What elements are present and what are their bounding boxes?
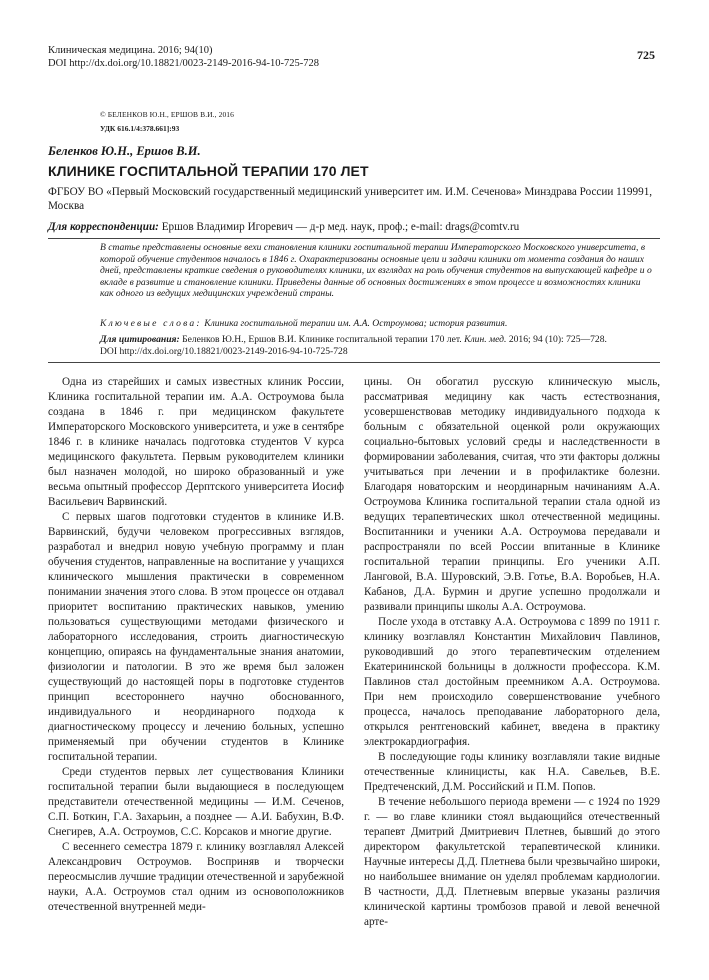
keywords bbox=[100, 318, 656, 329]
body-paragraph: С первых шагов подготовки студентов в клинике И.В. Варвинский, будучи человеком прогрессивных взглядов, разработал и внедрил новую учебную программу и план обучения студентов, направленные на воспитание у учащихся клинического мышления практически в современном понимании значения этого слова. В этом процессе он отдавал приоритет воспитанию практических навыков, умению пользоваться существующими методами физического и лабораторного исследования, строить диагностическую концепцию, опираясь на фундаментальные знания анатомии, физиологии и патологии. В это же время был заложен существующий до настоящей поры в подготовке студентов принцип всестороннего научно обоснованного, индивидуального и неординарного подхода к диагностическому процессу и лечению больных, успешно применяемый при обучении студентов в Клинике госпитальной терапии. bbox=[48, 511, 344, 763]
journal-citation: Клиническая медицина. 2016; 94(10) bbox=[48, 45, 213, 56]
affiliation: ФГБОУ ВО «Первый Московский государственный медицинский университет им. И.М. Сеченова» Минздрава России 119991, Москва bbox=[48, 186, 653, 212]
copyright-line: © БЕЛЕНКОВ Ю.Н., ЕРШОВ В.И., 2016 bbox=[100, 110, 235, 119]
keywords-label: Ключевые слова: bbox=[100, 318, 202, 329]
citation-label: Для цитирования: bbox=[100, 334, 180, 345]
body-column-left bbox=[48, 375, 344, 915]
page-number: 725 bbox=[637, 48, 655, 62]
body-paragraph: цины. Он обогатил русскую клиническую мысль, рассматривая медицину как часть естествознания, усовершенствовав методику индивидуального подхода к больным с обязательной оценкой роли окружающих социально-бытовых условий среды и наследственности в формировании заболевания, считая, что эти факторы должны учитываться при лечении и в профилактике болезни. Благодаря новаторским и неординарным начинаниям А.А. Остроумова Клиника госпитальной терапии стала одной из ведущих терапевтических школ отечественной медицины. Воспитанники и ученики А.А. Остроумова передавали и распространяли по всей России впитанные в Клинике госпитальной терапии принципы. Его ученики А.П. Ланговой, В.А. Шуровский, Э.В. Готье, В.А. Воробьев, Н.А. Кабанов, Д.А. Бурмин и другие успешно продолжали и развивали принципы школы А.А. Остроумова. bbox=[364, 376, 660, 613]
abstract-text: В статье представлены основные вехи становления клиники госпитальной терапии Императорского Московского университета, в которой обучение студентов началось в 1846 г. Охарактеризованы основные цели и задачи клиники от момента создания до наших дней, представлены краткие сведения о руководителях клиники, их взглядах на роль обучения студентов на выпускающей кафедре и о вкладе в развитие и становление клиники. Приведены данные об основных достижениях в этом процессе и возможностях клиники как одного из ведущих медицинских учреждений страны. bbox=[100, 242, 652, 300]
running-header bbox=[48, 44, 319, 70]
abstract bbox=[100, 242, 656, 300]
article-authors: Беленков Ю.Н., Ершов В.И. bbox=[48, 144, 201, 158]
header-doi: DOI http://dx.doi.org/10.18821/0023-2149-2016-94-10-725-728 bbox=[48, 58, 320, 69]
keywords-text: Клиника госпитальной терапии им. А.А. Остроумова; история развития. bbox=[201, 318, 508, 329]
body-column-right bbox=[364, 375, 660, 930]
body-paragraph: Среди студентов первых лет существования Клиники госпитальной терапии были выдающиеся в последующем представители отечественной медицины — И.М. Сеченов, С.П. Боткин, Г.А. Захарьин, а позднее — А.И. Бабухин, В.Ф. Снегирев, А.А. Остроумов, С.С. Корсаков и многие другие. bbox=[48, 766, 344, 838]
correspondence-text: Ершов Владимир Игоревич — д-р мед. наук, проф.; e-mail: drags@comtv.ru bbox=[158, 221, 520, 233]
citation-line bbox=[100, 334, 656, 346]
body-paragraph: С весеннего семестра 1879 г. клинику возглавлял Алексей Александрович Остроумов. Восприняв и творчески переосмыслив лучшие традиции отечественной и зарубежной науки, А.А. Остроумов стал одним из основоположников отечественной внутренней меди- bbox=[48, 841, 344, 913]
citation-journal: Клин. мед. bbox=[464, 334, 507, 345]
body-paragraph: Одна из старейших и самых известных клиник России, Клиника госпитальной терапии им. А.А. Остроумова была создана в 1846 г. при медицинском факультете Императорского Московского университета, и уже в сентябре 1846 г. в клинике началась подготовка студентов V курса медицинского факультета. Первым руководителем клиники был назначен молодой, но широко образованный и уже весьма опытный профессор Дерптского университета Иосиф Васильевич Варвинский. bbox=[48, 376, 344, 508]
citation-block bbox=[100, 334, 656, 358]
body-paragraph: После ухода в отставку А.А. Остроумова с 1899 по 1911 г. клинику возглавлял Константин Михайлович Павлинов, руководивший до этого терапевтическим отделением Екатерининской больницы в должности профессора. К.М. Павлинов стал достойным преемником А.А. Остроумова. При нем происходило совершенствование учебного процесса, началось преподавание лабораторного дела, открылся рентгеновский кабинет, введена в практику электрокардиография. bbox=[364, 616, 660, 748]
citation-text: Беленков Ю.Н., Ершов В.И. Клинике госпитальной терапии 170 лет. bbox=[179, 334, 465, 345]
correspondence-label: Для корреспонденции: bbox=[48, 221, 159, 233]
abstract-top-rule bbox=[48, 238, 660, 239]
udk-code: УДК 616.1/4:378.661]:93 bbox=[100, 124, 180, 133]
citation-doi: DOI http://dx.doi.org/10.18821/0023-2149-2016-94-10-725-728 bbox=[100, 346, 348, 357]
article-title: КЛИНИКЕ ГОСПИТАЛЬНОЙ ТЕРАПИИ 170 ЛЕТ bbox=[48, 163, 369, 179]
body-paragraph: В течение небольшого периода времени — с 1924 по 1929 г. — во главе клиники стоял выдающийся отечественный терапевт Дмитрий Дмитриевич Плетнев, бывший до этого директором факультетской терапевтической клиники. Научные интересы Д.Д. Плетнева были чрезвычайно широки, но наибольшее внимание он уделял проблемам кардиологии. В частности, Д.Д. Плетневым впервые указаны различия клинической картины тромбозов правой и левой венечной арте- bbox=[364, 796, 661, 928]
correspondence bbox=[48, 220, 660, 234]
body-paragraph: В последующие годы клинику возглавляли такие видные отечественные клиницисты, как Н.А. Савельев, В.Е. Предтеченский, Д.М. Российский и П.М. Попов. bbox=[364, 751, 660, 793]
abstract-bottom-rule bbox=[48, 362, 660, 363]
citation-tail: 2016; 94 (10): 725—728. bbox=[506, 334, 607, 345]
